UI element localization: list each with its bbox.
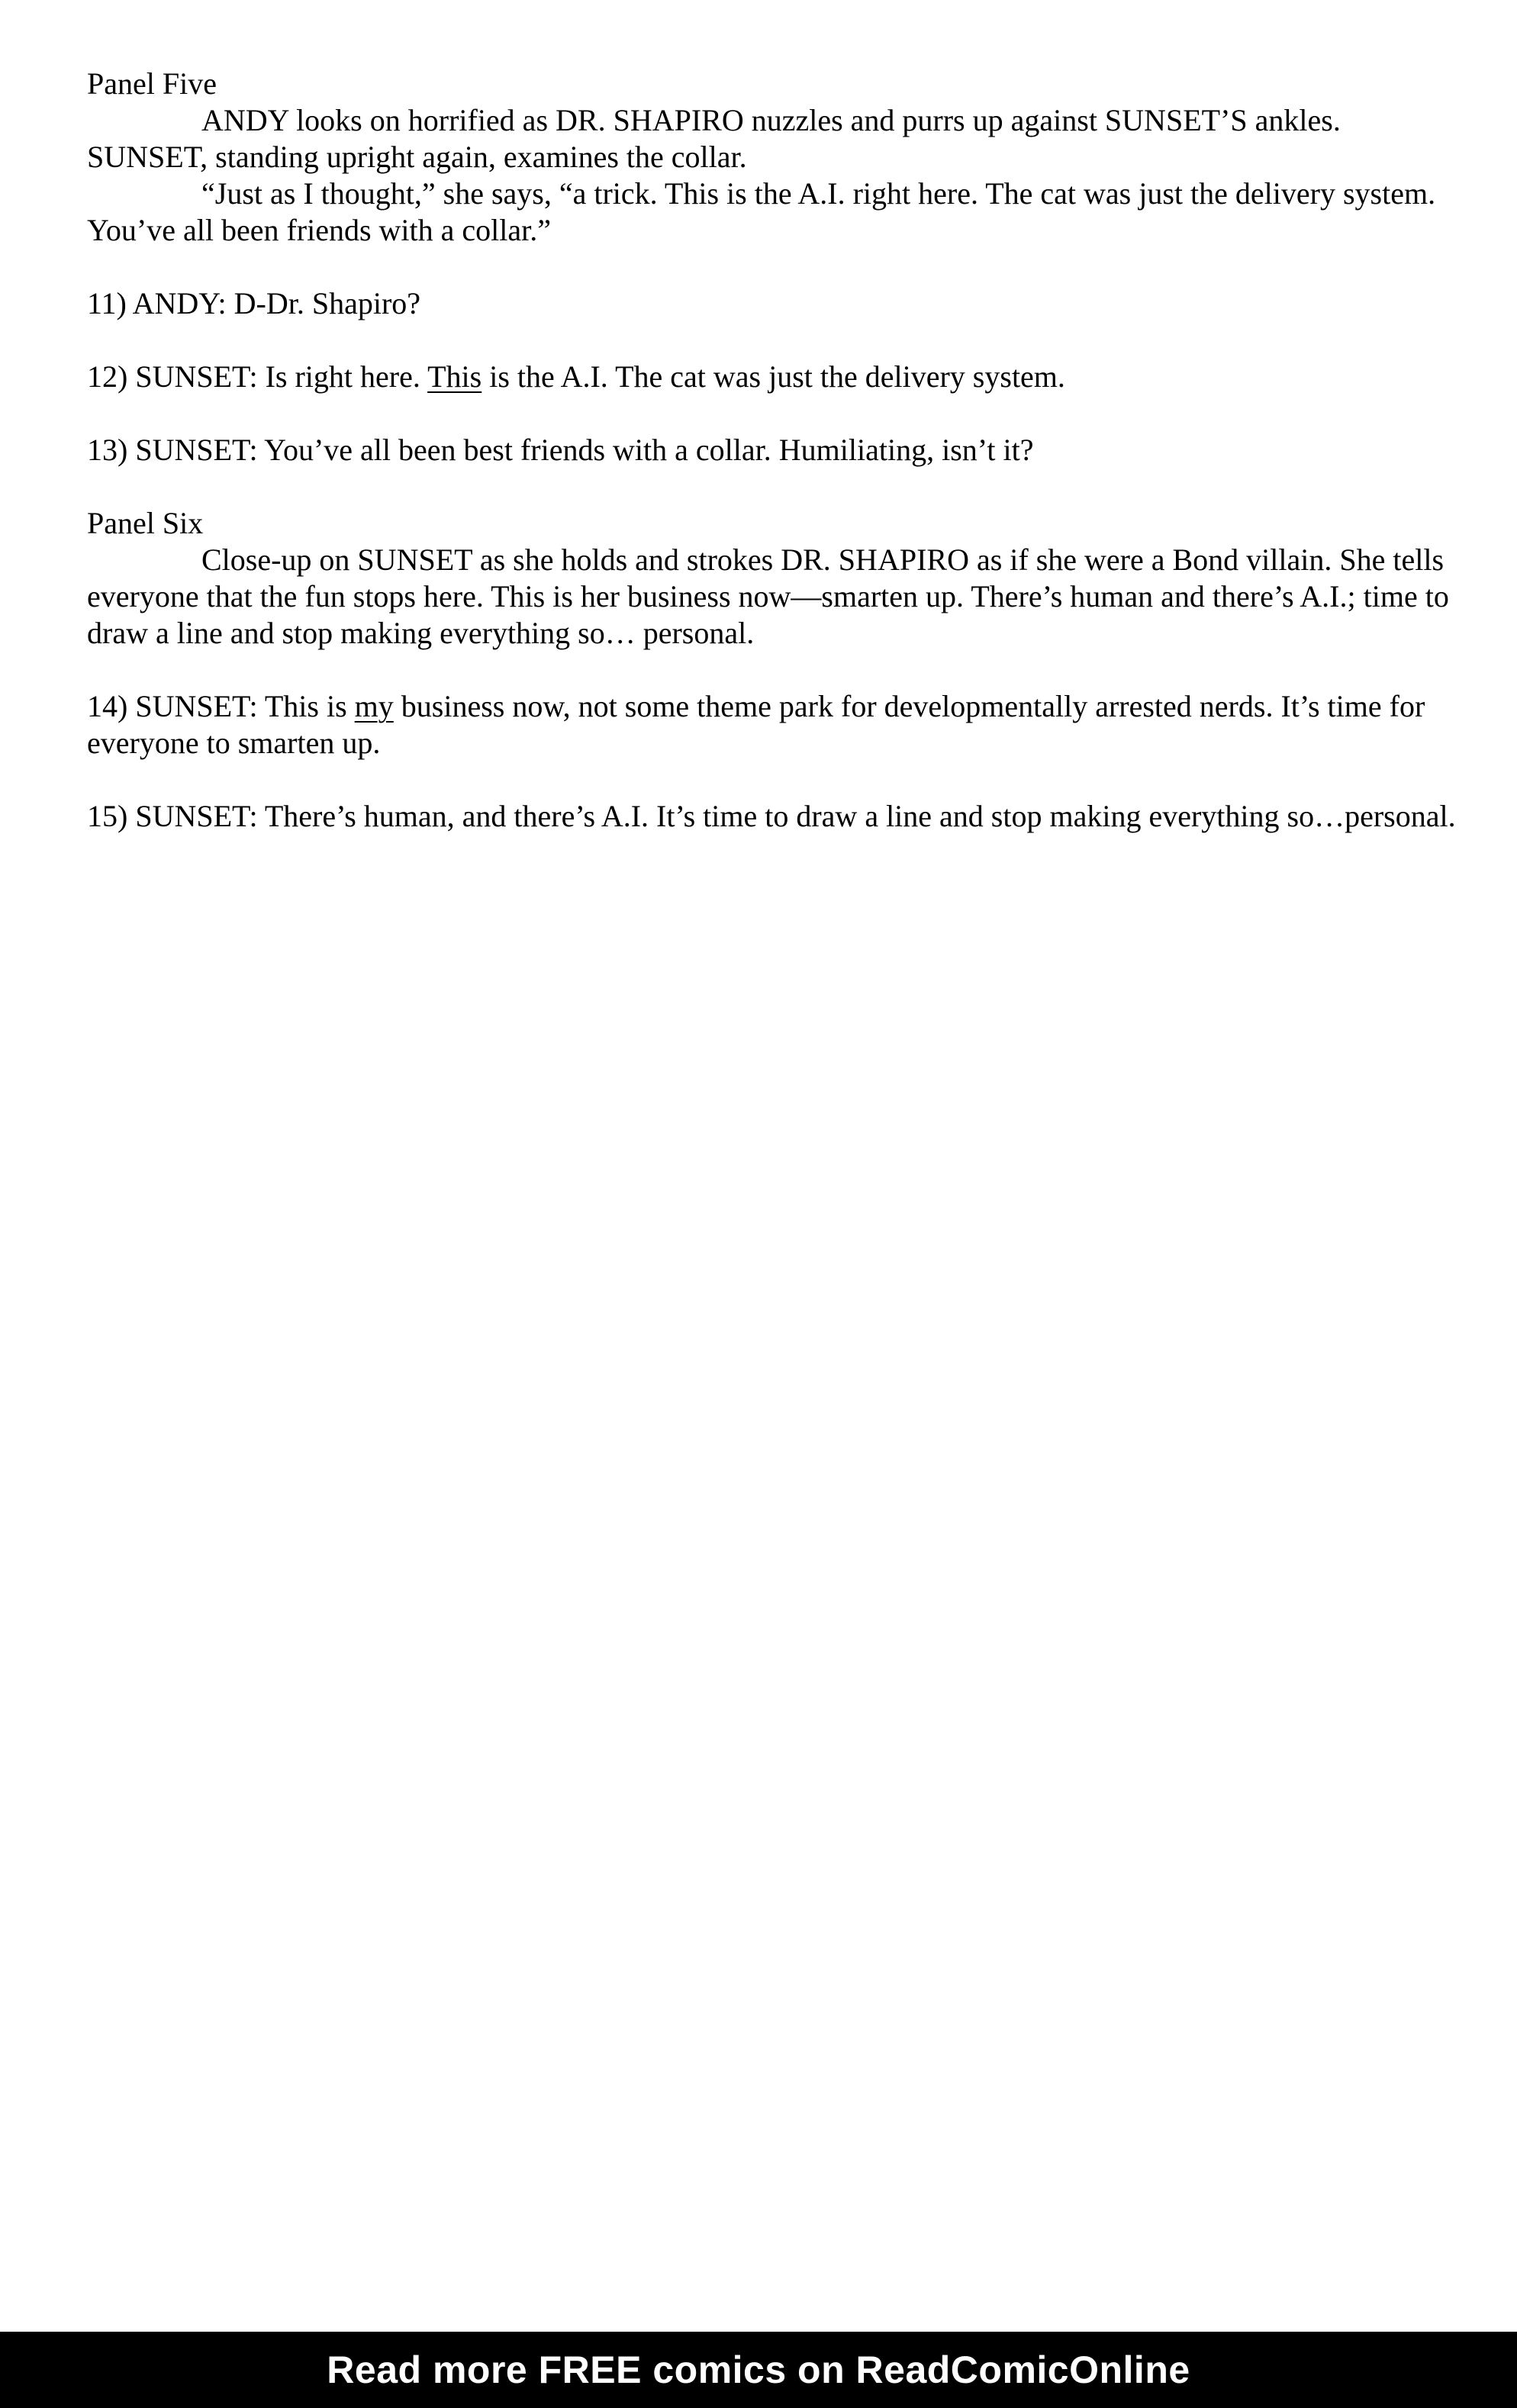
dialogue-line-13: 13) SUNSET: You’ve all been best friends with a collar. Humiliating, isn’t it? xyxy=(87,433,1034,467)
panel-six-description: Close-up on SUNSET as she holds and strokes DR. SHAPIRO as if she were a Bond villain. She tells everyone that the fun stops here. This is her business now—smarten up. There’s human and there’s A.I.; time to draw a line and stop making everything so… personal. xyxy=(87,542,1449,650)
dialogue-line-11: 11) ANDY: D-Dr. Shapiro? xyxy=(87,286,421,320)
script-page xyxy=(87,66,1461,835)
dialogue-line-12-prefix: 12) SUNSET: Is right here. xyxy=(87,359,428,394)
dialogue-line-15: 15) SUNSET: There’s human, and there’s A.I. It’s time to draw a line and stop making everything so…personal. xyxy=(87,799,1456,833)
dialogue-line-12-emphasis: This xyxy=(427,359,482,394)
panel-five-quote: “Just as I thought,” she says, “a trick. This is the A.I. right here. The cat was just the delivery system. You’ve all been friends with a collar.” xyxy=(87,176,1436,247)
panel-six-heading: Panel Six xyxy=(87,506,204,540)
dialogue-line-14 xyxy=(87,688,1461,761)
panel-five-description: ANDY looks on horrified as DR. SHAPIRO nuzzles and purrs up against SUNSET’S ankles. SUNSET, standing upright again, examines the collar. xyxy=(87,103,1341,174)
footer-banner[interactable] xyxy=(0,2332,1517,2408)
dialogue-line-14-emphasis: my xyxy=(354,689,394,723)
dialogue-line-12-suffix: is the A.I. The cat was just the delivery system. xyxy=(482,359,1065,394)
dialogue-line-14-suffix: business now, not some theme park for developmentally arrested nerds. It’s time for everyone to smarten up. xyxy=(87,689,1425,760)
footer-banner-text[interactable]: Read more FREE comics on ReadComicOnline xyxy=(327,2348,1190,2391)
dialogue-line-14-prefix: 14) SUNSET: This is xyxy=(87,689,355,723)
panel-five-heading: Panel Five xyxy=(87,66,217,101)
dialogue-line-12 xyxy=(87,359,1461,395)
